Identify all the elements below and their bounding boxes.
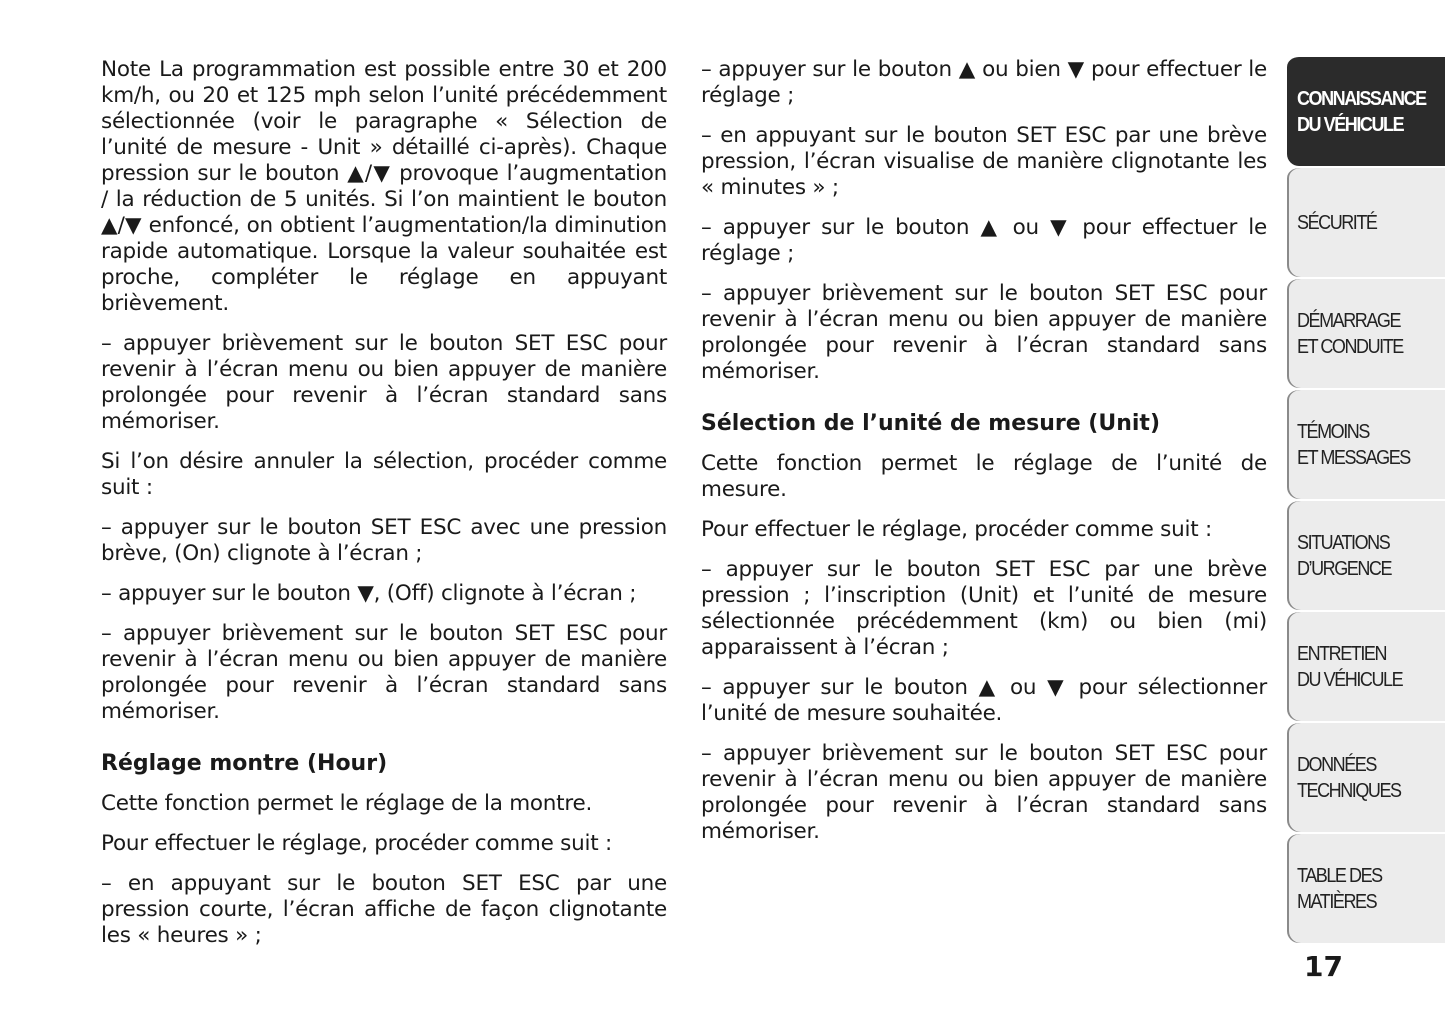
tab-connaissance-du-vehicule[interactable] [1287,55,1445,166]
paragraph: Si l’on désire annuler la sélection, procéder comme suit : [101,449,667,500]
right-column [701,57,1267,859]
paragraph: – appuyer sur le bouton ▲ ou ▼ pour effectuer le réglage ; [701,215,1267,266]
paragraph: – en appuyant sur le bouton SET ESC par une pression courte, l’écran affiche de façon clignotante les « heures » ; [101,871,667,948]
chapter-tabs [1287,55,1445,943]
page-number: 17 [1304,950,1343,983]
paragraph: – appuyer brièvement sur le bouton SET ESC pour revenir à l’écran menu ou bien appuyer de manière prolongée pour revenir à l’écran standard sans mémoriser. [701,741,1267,844]
tab-label: SITUATIONS D’URGENCE [1297,531,1392,580]
paragraph: – appuyer sur le bouton SET ESC avec une pression brève, (On) clignote à l’écran ; [101,515,667,566]
tab-donnees-techniques[interactable] [1287,721,1445,832]
section-heading-hour: Réglage montre (Hour) [101,751,388,776]
paragraph: Pour effectuer le réglage, procéder comme suit : [101,831,612,856]
paragraph: Pour effectuer le réglage, procéder comme suit : [701,517,1212,542]
tab-label: DÉMARRAGE ET CONDUITE [1297,309,1403,358]
tab-situations-durgence[interactable] [1287,499,1445,610]
tab-label: TÉMOINS ET MESSAGES [1297,420,1410,469]
tab-label: CONNAISSANCE DU VÉHICULE [1297,87,1426,136]
left-column [101,57,667,963]
paragraph: – en appuyant sur le bouton SET ESC par une brève pression, l’écran visualise de manière clignotante les « minutes » ; [701,123,1267,200]
paragraph: Cette fonction permet le réglage de la montre. [101,791,593,816]
tab-entretien-du-vehicule[interactable] [1287,610,1445,721]
tab-label: DONNÉES TECHNIQUES [1297,753,1401,802]
paragraph: – appuyer brièvement sur le bouton SET ESC pour revenir à l’écran menu ou bien appuyer de manière prolongée pour revenir à l’écran standard sans mémoriser. [701,281,1267,384]
tab-table-des-matieres[interactable] [1287,832,1445,943]
paragraph: – appuyer brièvement sur le bouton SET ESC pour revenir à l’écran menu ou bien appuyer de manière prolongée pour revenir à l’écran standard sans mémoriser. [101,621,667,724]
paragraph: Note La programmation est possible entre 30 et 200 km/h, ou 20 et 125 mph selon l’unité précédemment sélectionnée (voir le paragraphe « Sélection de l’unité de mesure - Unit » détaillé ci-après). Chaque pression sur le bouton ▲/▼ provoque l’augmentation / la réduction de 5 unités. Si l’on maintient le bouton ▲/▼ enfoncé, on obtient l’augmentation/la diminution rapide automatique. Lorsque la valeur souhaitée est proche, compléter le réglage en appuyant brièvement. [101,57,667,316]
tab-securite[interactable] [1287,166,1445,277]
paragraph: – appuyer brièvement sur le bouton SET ESC pour revenir à l’écran menu ou bien appuyer de manière prolongée pour revenir à l’écran standard sans mémoriser. [101,331,667,434]
paragraph: – appuyer sur le bouton ▲ ou ▼ pour sélectionner l’unité de mesure souhaitée. [701,675,1267,726]
tab-label: ENTRETIEN DU VÉHICULE [1297,642,1403,691]
paragraph: – appuyer sur le bouton ▼, (Off) clignote à l’écran ; [101,581,637,606]
tab-demarrage-et-conduite[interactable] [1287,277,1445,388]
paragraph: – appuyer sur le bouton SET ESC par une brève pression ; l’inscription (Unit) et l’unité de mesure sélectionnée précédemment (km) ou bien (mi) apparaissent à l’écran ; [701,557,1267,660]
tab-label: TABLE DES MATIÈRES [1297,864,1382,913]
paragraph: – appuyer sur le bouton ▲ ou bien ▼ pour effectuer le réglage ; [701,57,1267,108]
section-heading-unit: Sélection de l’unité de mesure (Unit) [701,411,1161,436]
tab-label: SÉCURITÉ [1297,211,1377,234]
tab-temoins-et-messages[interactable] [1287,388,1445,499]
paragraph: Cette fonction permet le réglage de l’unité de mesure. [701,451,1267,502]
